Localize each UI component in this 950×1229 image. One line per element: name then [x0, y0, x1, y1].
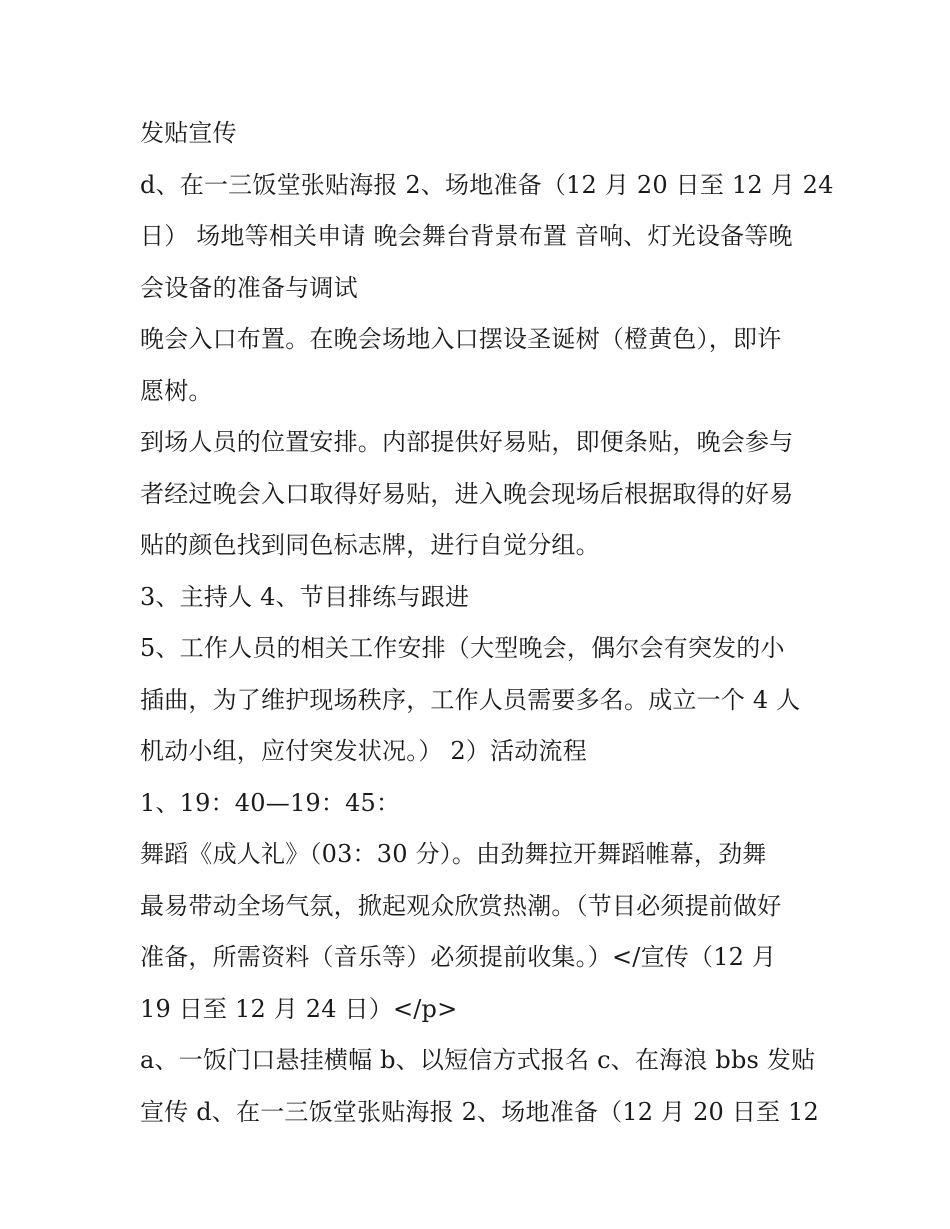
text-line: d、在一三饭堂张贴海报 2、场地准备（12 月 20 日至 12 月 24 [140, 170, 834, 199]
text-line: 贴的颜色找到同色标志牌，进行自觉分组。 [140, 531, 600, 559]
text-line: 插曲，为了维护现场秩序，工作人员需要多名。成立一个 4 人 [140, 685, 801, 714]
text-line: 者经过晚会入口取得好易贴，进入晚会现场后根据取得的好易 [140, 479, 794, 508]
text-line: 3、主持人 4、节目排练与跟进 [140, 582, 470, 611]
text-line: 5、工作人员的相关工作安排（大型晚会，偶尔会有突发的小 [140, 634, 785, 662]
text-line: 发贴宣传 [140, 119, 237, 147]
text-line: 到场人员的位置安排。内部提供好易贴，即便条贴，晚会参与 [140, 428, 794, 456]
text-line: 舞蹈《成人礼》（03：30 分）。由劲舞拉开舞蹈帷幕，劲舞 [140, 840, 767, 868]
text-line: 1、19：40—19：45： [140, 788, 401, 817]
text-line: 日） 场地等相关申请 晚会舞台背景布置 音响、灯光设备等晚 [140, 222, 793, 250]
text-line: 晚会入口布置。在晚会场地入口摆设圣诞树（橙黄色），即许 [140, 325, 782, 353]
text-line: 会设备的准备与调试 [140, 273, 358, 302]
text-line: 最易带动全场气氛，掀起观众欣赏热潮。（节目必须提前做好 [140, 891, 782, 920]
text-line: 准备，所需资料（音乐等）必须提前收集。）</宣传（12 月 [140, 943, 777, 971]
text-line: a、一饭门口悬挂横幅 b、以短信方式报名 c、在海浪 bbs 发贴 [140, 1046, 816, 1074]
text-line: 愿树。 [140, 376, 213, 405]
text-line: 19 日至 12 月 24 日）</p> [140, 994, 458, 1023]
text-line: 机动小组，应付突发状况。） 2）活动流程 [140, 737, 587, 765]
document-body [140, 108, 834, 1138]
text-line: 宣传 d、在一三饭堂张贴海报 2、场地准备（12 月 20 日至 12 [140, 1097, 820, 1126]
